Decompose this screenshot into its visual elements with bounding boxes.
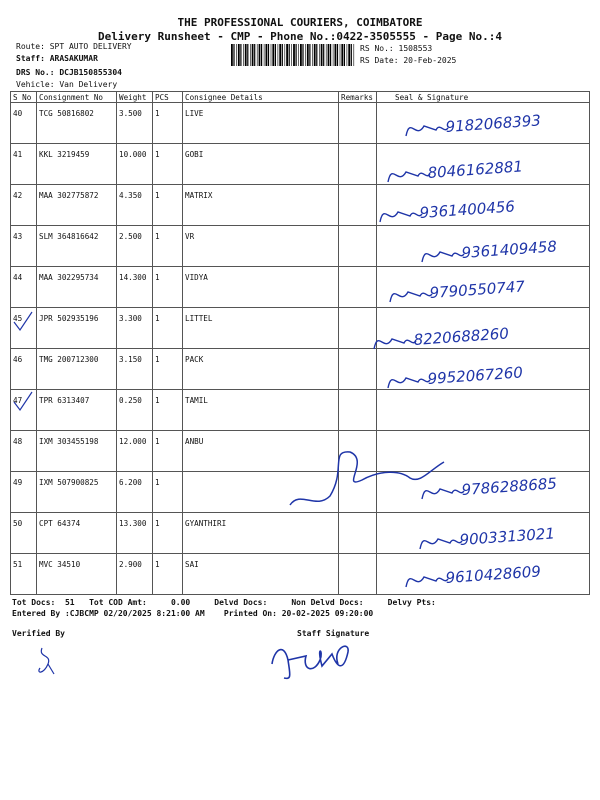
row-sno: 42 (13, 191, 23, 200)
row-weight: 6.200 (119, 478, 142, 487)
row-sno: 48 (13, 437, 23, 446)
row-consignee: ANBU (185, 437, 204, 446)
col-weight: Weight (117, 92, 153, 103)
row-consignment-no: MAA 302775872 (39, 191, 99, 200)
handwritten-initials (374, 339, 416, 349)
row-consignee: LITTEL (185, 314, 213, 323)
handwritten-phone: 9790550747 (429, 277, 526, 302)
row-pcs: 1 (155, 478, 160, 487)
runsheet-subtitle: Delivery Runsheet - CMP - Phone No.:0422-3505555 - Page No.:4 (98, 30, 502, 43)
row-pcs: 1 (155, 355, 160, 364)
drs-number: DRS No.: DCJB150855304 (16, 68, 122, 77)
row-consignment-no: CPT 64374 (39, 519, 81, 528)
row-consignee: LIVE (185, 109, 204, 118)
handwritten-initials (422, 489, 464, 499)
rs-date: RS Date: 20-Feb-2025 (360, 56, 457, 65)
staff-signature-label: Staff Signature (297, 629, 370, 638)
row-consignment-no: MVC 34510 (39, 560, 81, 569)
row-sno: 45 (13, 314, 23, 323)
col-pcs: PCS (153, 92, 183, 103)
row-consignee: SAI (185, 560, 199, 569)
handwritten-initials (388, 172, 430, 182)
row-pcs: 1 (155, 314, 160, 323)
row-pcs: 1 (155, 437, 160, 446)
row-pcs: 1 (155, 519, 160, 528)
row-pcs: 1 (155, 191, 160, 200)
row-sno: 47 (13, 396, 23, 405)
row-sno: 51 (13, 560, 23, 569)
row-consignment-no: IXM 507900825 (39, 478, 99, 487)
row-consignment-no: KKL 3219459 (39, 150, 90, 159)
row-weight: 2.500 (119, 232, 142, 241)
row-pcs: 1 (155, 232, 160, 241)
row-consignee: VIDYA (185, 273, 208, 282)
handwritten-phone: 9182068393 (445, 111, 542, 136)
handwritten-phone: 9786288685 (461, 474, 558, 499)
row-weight: 14.300 (119, 273, 147, 282)
totals-line: Tot Docs: 51 Tot COD Amt: 0.00 Delvd Docs: Non Delvd Docs: Delvy Pts: (12, 598, 436, 607)
verified-by-label: Verified By (12, 629, 65, 638)
row-consignment-no: IXM 303455198 (39, 437, 99, 446)
row-consignment-no: JPR 502935196 (39, 314, 99, 323)
row-consignee: GOBI (185, 150, 204, 159)
rs-number: RS No.: 1508553 (360, 44, 433, 53)
handwritten-initials (406, 126, 448, 136)
row-weight: 3.150 (119, 355, 142, 364)
row-sno: 49 (13, 478, 23, 487)
handwritten-phone: 9361409458 (461, 237, 558, 262)
row-sno: 43 (13, 232, 23, 241)
row-weight: 10.000 (119, 150, 147, 159)
row-consignee: PACK (185, 355, 204, 364)
row-sno: 46 (13, 355, 23, 364)
row-pcs: 1 (155, 396, 160, 405)
handwritten-initials (406, 577, 448, 587)
col-remarks: Remarks (339, 92, 377, 103)
handwritten-phone: 9952067260 (427, 363, 524, 388)
row-pcs: 1 (155, 150, 160, 159)
entered-by-line: Entered By :CJBCMP 02/20/2025 8:21:00 AM Printed On: 20-02-2025 09:20:00 (12, 609, 374, 618)
handwritten-phone: 9361400456 (419, 197, 516, 222)
row-consignment-no: TPR 6313407 (39, 396, 90, 405)
handwritten-phone: 9610428609 (445, 562, 542, 587)
row-weight: 12.000 (119, 437, 147, 446)
handwritten-initials (380, 212, 422, 222)
verified-signature (30, 640, 70, 680)
handwritten-initials (420, 539, 462, 549)
row-consignment-no: MAA 302295734 (39, 273, 99, 282)
handwritten-phone: 9003313021 (459, 524, 556, 549)
staff-signature (262, 630, 372, 690)
row-sno: 40 (13, 109, 23, 118)
row-weight: 2.900 (119, 560, 142, 569)
handwritten-phone: 8046162881 (427, 157, 524, 182)
row-pcs: 1 (155, 273, 160, 282)
row-weight: 0.250 (119, 396, 142, 405)
row-weight: 3.300 (119, 314, 142, 323)
row-weight: 13.300 (119, 519, 147, 528)
row-consignment-no: TCG 50816802 (39, 109, 94, 118)
row-sno: 44 (13, 273, 23, 282)
handwritten-initials (422, 252, 464, 262)
row-consignee: TAMIL (185, 396, 208, 405)
check-mark (14, 312, 32, 330)
handwritten-initials (388, 378, 430, 388)
row-weight: 3.500 (119, 109, 142, 118)
row-sno: 41 (13, 150, 23, 159)
col-signature: Seal & Signature (377, 92, 590, 103)
col-sno: S No (11, 92, 37, 103)
row-sno: 50 (13, 519, 23, 528)
route-label: Route: SPT AUTO DELIVERY (16, 42, 132, 51)
row-consignee: MATRIX (185, 191, 213, 200)
row-consignee: GYANTHIRI (185, 519, 227, 528)
row-consignee: VR (185, 232, 195, 241)
handwritten-phone: 8220688260 (413, 324, 510, 349)
row-weight: 4.350 (119, 191, 142, 200)
col-consignee: Consignee Details (183, 92, 339, 103)
staff-label: Staff: ARASAKUMAR (16, 54, 98, 63)
row-pcs: 1 (155, 109, 160, 118)
check-mark (14, 392, 32, 410)
vehicle-label: Vehicle: Van Delivery (16, 80, 118, 89)
col-consignment: Consignment No (37, 92, 117, 103)
handwritten-initials (390, 292, 432, 302)
row-consignment-no: TMG 200712300 (39, 355, 99, 364)
row-pcs: 1 (155, 560, 160, 569)
handwritten-scribble (290, 452, 444, 505)
row-consignment-no: SLM 364816642 (39, 232, 99, 241)
company-title: THE PROFESSIONAL COURIERS, COIMBATORE (177, 16, 423, 29)
